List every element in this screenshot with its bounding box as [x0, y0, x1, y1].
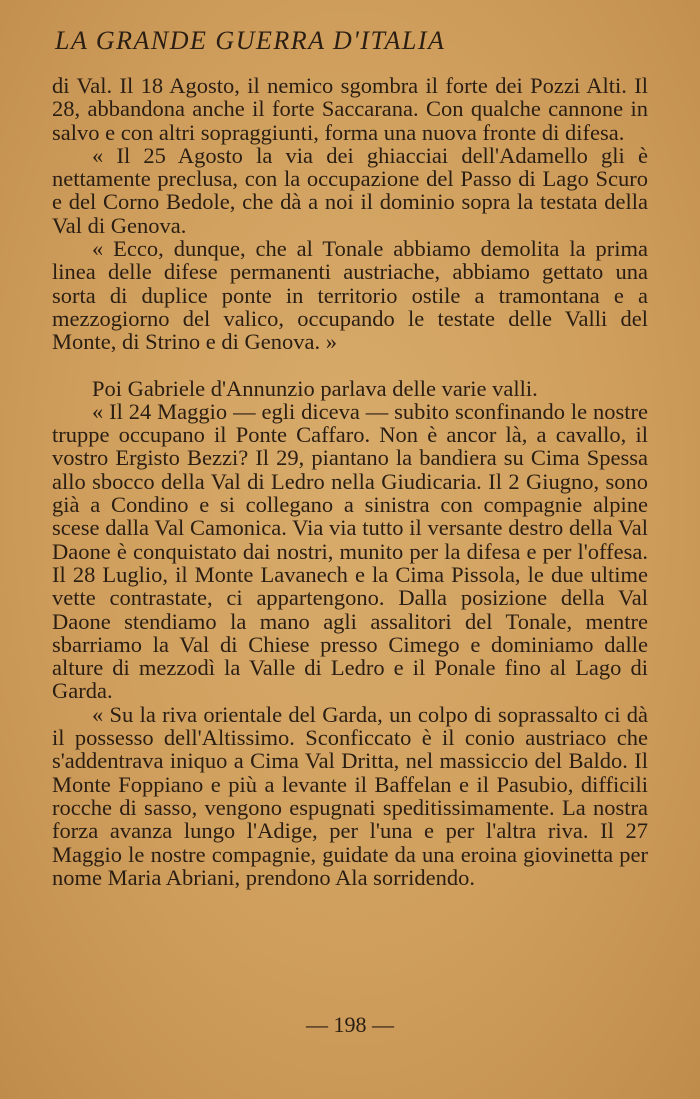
paragraph: « Il 24 Maggio — egli diceva — subito sconfinando le nostre truppe occupano il Ponte Caffaro. Non è ancor là, a cavallo, il vostro Ergisto Bezzi? Il 29, piantano la bandiera su Cima Spessa allo sbocco della Val di Ledro nella Giudicaria. Il 2 Giugno, sono già a Condino e si collegano a sinistra con compagnie alpine scese dalla Val Camonica. Via via tutto il versante destro della Val Daone è conquistato dai nostri, munito per la difesa e per l'offesa. Il 28 Luglio, il Monte Lavanech e la Cima Pissola, le due ultime vette contrastate, ci appartengono. Dalla posizione della Val Daone stendiamo la mano agli assalitori del Tonale, mentre sbarriamo la Val di Chiese presso Cimego e dominiamo dalle alture di mezzodì la Valle di Ledro e il Ponale fino al Lago di Garda. — [52, 398, 648, 704]
running-head: LA GRANDE GUERRA D'ITALIA — [55, 26, 446, 55]
paragraph: « Su la riva orientale del Garda, un colpo di soprassalto ci dà il possesso dell'Altissimo. Sconficcato è il conio austriaco che s'addentrava iniquo a Cima Val Dritta, nel massiccio del Baldo. Il Monte Foppiano e più a levante il Baffelan e il Pasubio, difficili rocche di sasso, vengono espugnati speditissimamente. La nostra forza avanza lungo l'Adige, per l'una e per l'altra riva. Il 27 Maggio le nostre compagnie, guidate da una eroina giovinetta per nome Maria Abriani, prendono Ala sorridendo. — [52, 701, 648, 890]
paragraph: di Val. Il 18 Agosto, il nemico sgombra il forte dei Pozzi Alti. Il 28, abbandona anche il forte Saccarana. Con qualche cannone in salvo e con altri sopraggiunti, forma una nuova fronte di difesa. — [52, 73, 648, 145]
paragraph: Poi Gabriele d'Annunzio parlava delle varie valli. — [92, 375, 538, 401]
paragraph: « Ecco, dunque, che al Tonale abbiamo demolita la prima linea delle difese permanenti austriache, abbiamo gettato una sorta di duplice ponte in territorio ostile a tramontana e a mezzogiorno del valico, occupando le testate delle Valli del Monte, di Strino e di Genova. » — [52, 236, 648, 355]
body-text — [52, 74, 648, 889]
page-number: — 198 — — [306, 1012, 394, 1037]
paragraph: « Il 25 Agosto la via dei ghiacciai dell'Adamello gli è nettamente preclusa, con la occupazione del Passo di Lago Scuro e del Corno Bedole, che dà a noi il dominio sopra la testata della Val di Genova. — [52, 142, 648, 238]
